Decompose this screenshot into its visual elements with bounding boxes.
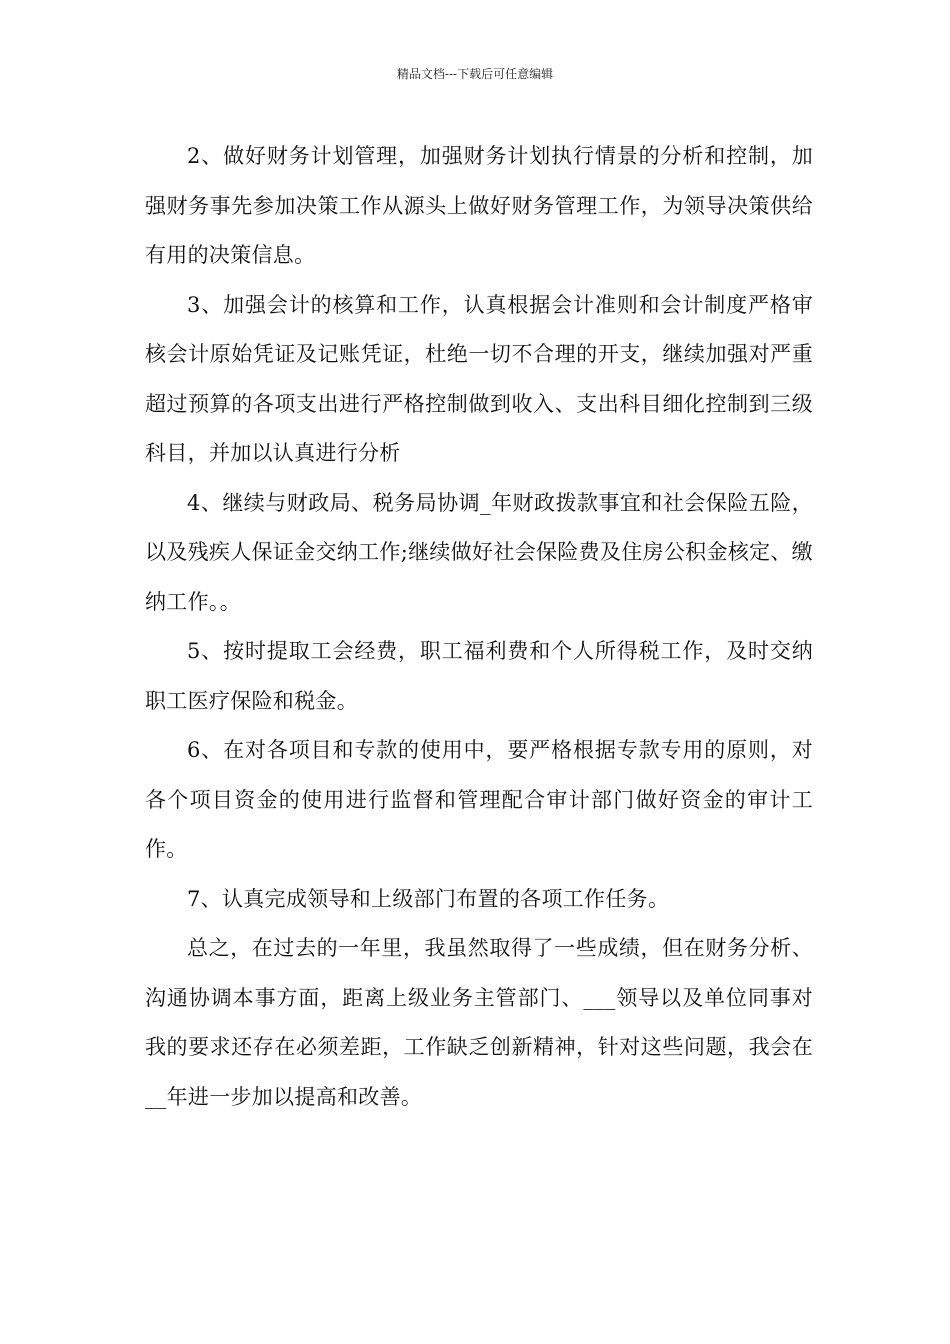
page-header: 精品文档---下载后可任意编辑 — [396, 67, 554, 81]
paragraph-summary: 总之，在过去的一年里，我虽然取得了一些成绩，但在财务分析、沟通协调本事方面，距离上级业务主管部门、___领导以及单位同事对我的要求还存在必须差距，工作缺乏创新精神，针对这些问题，我会在__年进一步加以提高和改善。 — [145, 936, 813, 1109]
paragraph-item-5: 5、按时提取工会经费，职工福利费和个人所得税工作，及时交纳职工医疗保险和税金。 — [145, 639, 813, 713]
paragraph-item-2: 2、做好财务计划管理，加强财务计划执行情景的分析和控制，加强财务事先参加决策工作从源头上做好财务管理工作，为领导决策供给有用的决策信息。 — [145, 144, 813, 267]
document-body — [145, 132, 813, 1122]
paragraph-item-7: 7、认真完成领导和上级部门布置的各项工作任务。 — [187, 886, 670, 911]
paragraph-item-4: 4、继续与财政局、税务局协调_年财政拨款事宜和社会保险五险，以及残疾人保证金交纳工作;继续做好社会保险费及住房公积金核定、缴纳工作。。 — [145, 490, 813, 614]
paragraph-item-3: 3、加强会计的核算和工作，认真根据会计准则和会计制度严格审核会计原始凭证及记账凭证，杜绝一切不合理的开支，继续加强对严重超过预算的各项支出进行严格控制做到收入、支出科目细化控制到三级科目，并加以认真进行分析 — [145, 292, 813, 465]
paragraph-item-6: 6、在对各项目和专款的使用中，要严格根据专款专用的原则，对各个项目资金的使用进行监督和管理配合审计部门做好资金的审计工作。 — [145, 738, 813, 861]
